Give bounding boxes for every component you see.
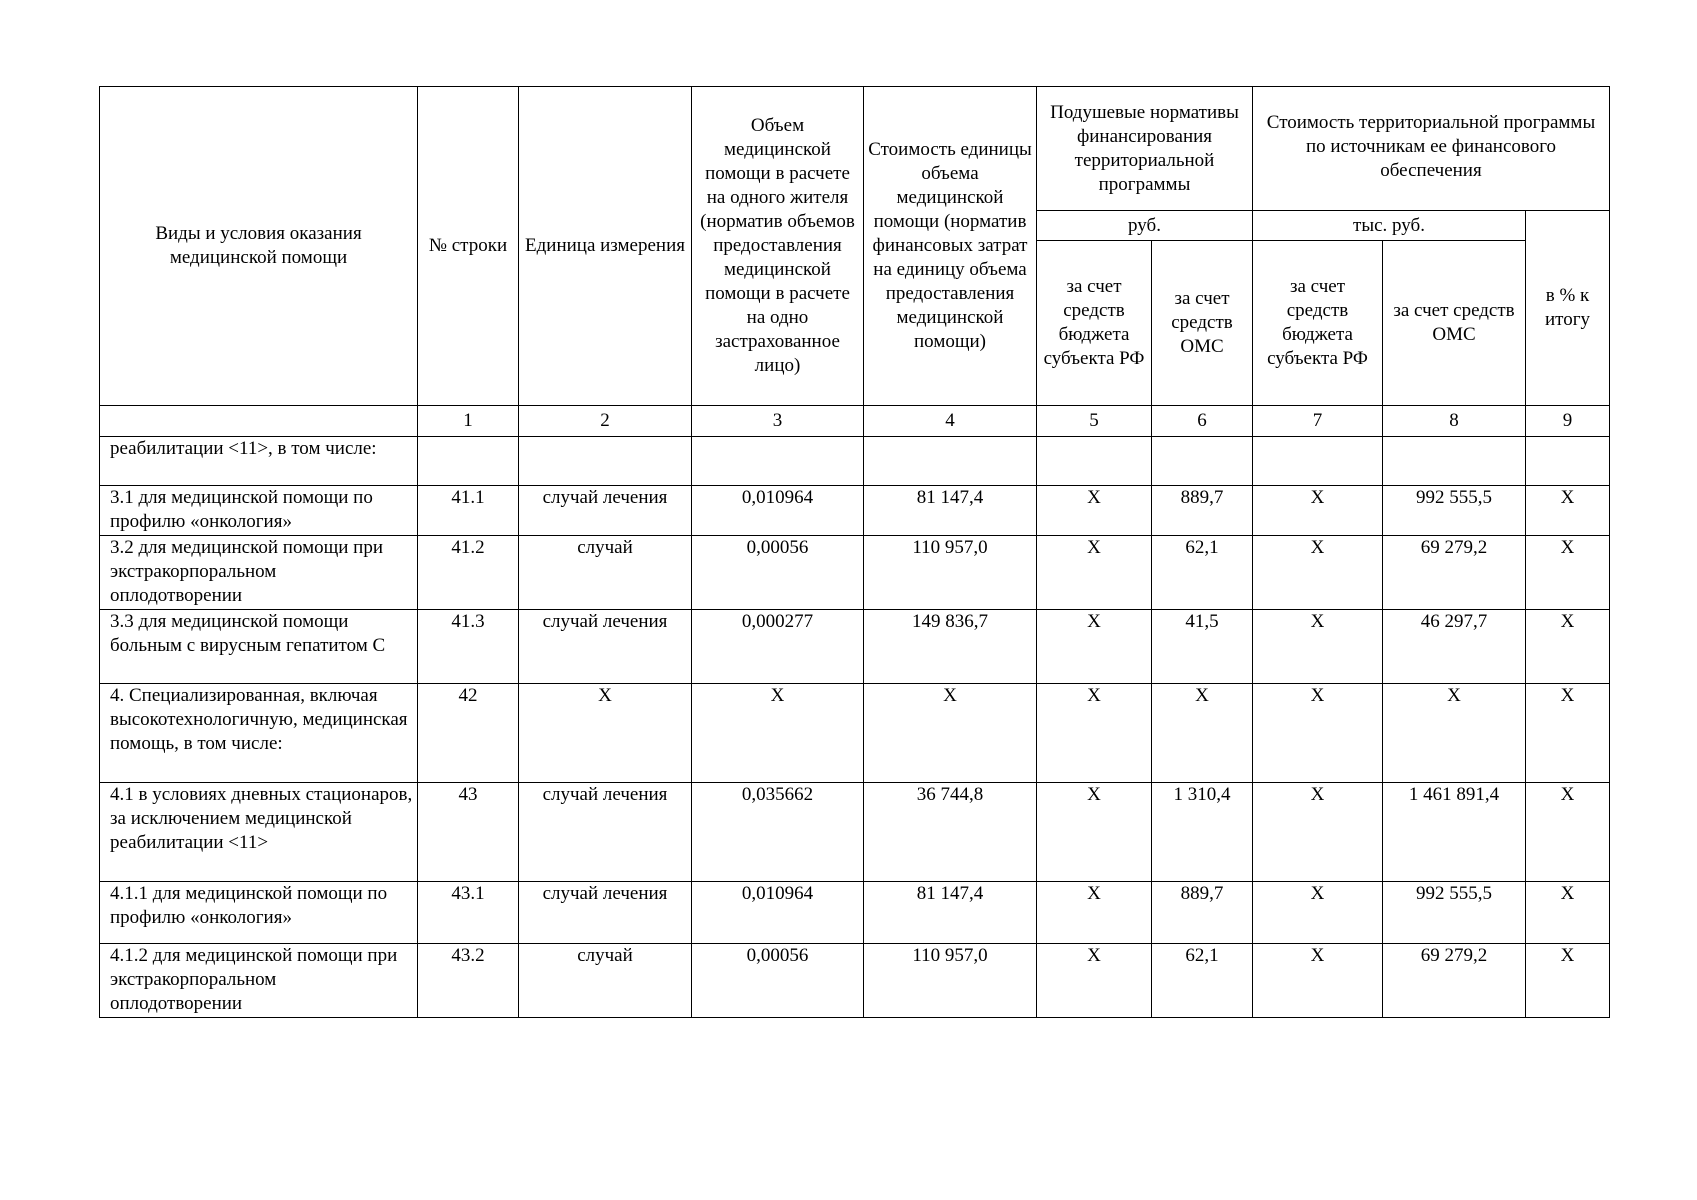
cell-percent: X	[1526, 944, 1610, 1018]
cell-kind: реабилитации <11>, в том числе:	[100, 437, 418, 486]
cell-unit-cost: 110 957,0	[864, 536, 1037, 610]
cell-kind: 3.1 для медицинской помощи по профилю «онкология»	[100, 486, 418, 536]
table-row	[100, 437, 1610, 486]
column-number: 9	[1526, 406, 1610, 437]
cell-volume: 0,00056	[692, 536, 864, 610]
header-thousand-rub: тыс. руб.	[1253, 211, 1526, 241]
cell-unit: X	[519, 684, 692, 783]
column-number-blank	[100, 406, 418, 437]
cell-oms-thousand: 1 461 891,4	[1383, 783, 1526, 882]
cell-oms-rub: 889,7	[1152, 486, 1253, 536]
cell-unit-cost: 36 744,8	[864, 783, 1037, 882]
cell-row-number: 43	[418, 783, 519, 882]
cell-oms-rub: 889,7	[1152, 882, 1253, 944]
cell-budget-thousand: X	[1253, 536, 1383, 610]
table-row	[100, 882, 1610, 944]
cell-budget-thousand: X	[1253, 610, 1383, 684]
column-number: 1	[418, 406, 519, 437]
table-row	[100, 536, 1610, 610]
column-number: 3	[692, 406, 864, 437]
cell-kind: 4.1 в условиях дневных стационаров, за исключением медицинской реабилитации <11>	[100, 783, 418, 882]
cell-volume: 0,00056	[692, 944, 864, 1018]
cell-oms-rub: 62,1	[1152, 944, 1253, 1018]
cell-unit: случай лечения	[519, 882, 692, 944]
column-number: 8	[1383, 406, 1526, 437]
cell-percent: X	[1526, 783, 1610, 882]
cell-volume: 0,035662	[692, 783, 864, 882]
cell-kind: 3.3 для медицинской помощи больным с вирусным гепатитом С	[100, 610, 418, 684]
cell-budget-rub	[1037, 437, 1152, 486]
header-unit: Единица измерения	[519, 87, 692, 406]
cell-percent: X	[1526, 486, 1610, 536]
cell-budget-thousand: X	[1253, 783, 1383, 882]
header-per-capita: Подушевые нормативы финансирования территориальной программы	[1037, 87, 1253, 211]
cell-oms-thousand	[1383, 437, 1526, 486]
cell-budget-rub: X	[1037, 610, 1152, 684]
cell-budget-rub: X	[1037, 536, 1152, 610]
header-volume: Объем медицинской помощи в расчете на одного жителя (норматив объемов предоставления медицинской помощи в расчете на одно застрахованное лицо)	[692, 87, 864, 406]
cell-percent: X	[1526, 536, 1610, 610]
cell-budget-rub: X	[1037, 486, 1152, 536]
cell-unit-cost: 81 147,4	[864, 486, 1037, 536]
table-row	[100, 944, 1610, 1018]
cell-percent: X	[1526, 882, 1610, 944]
cell-percent	[1526, 437, 1610, 486]
cell-unit-cost: 110 957,0	[864, 944, 1037, 1018]
cell-budget-thousand: X	[1253, 486, 1383, 536]
cell-budget-rub: X	[1037, 783, 1152, 882]
cell-budget-thousand: X	[1253, 684, 1383, 783]
cell-volume: 0,000277	[692, 610, 864, 684]
cell-unit: случай	[519, 536, 692, 610]
cell-oms-rub: 1 310,4	[1152, 783, 1253, 882]
header-budget-rub: за счет средств бюджета субъекта РФ	[1037, 241, 1152, 406]
cell-volume: X	[692, 684, 864, 783]
cell-oms-thousand: 992 555,5	[1383, 882, 1526, 944]
cell-oms-rub: 62,1	[1152, 536, 1253, 610]
header-program-cost: Стоимость территориальной программы по источникам ее финансового обеспечения	[1253, 87, 1610, 211]
cell-row-number: 43.2	[418, 944, 519, 1018]
cell-unit: случай лечения	[519, 610, 692, 684]
cell-budget-thousand: X	[1253, 944, 1383, 1018]
cell-unit	[519, 437, 692, 486]
cell-unit-cost: 81 147,4	[864, 882, 1037, 944]
header-oms-thousand: за счет средств ОМС	[1383, 241, 1526, 406]
cell-oms-thousand: 69 279,2	[1383, 944, 1526, 1018]
cell-unit: случай лечения	[519, 486, 692, 536]
cell-volume	[692, 437, 864, 486]
cell-volume: 0,010964	[692, 882, 864, 944]
table-body	[100, 437, 1610, 1018]
cell-kind: 4.1.2 для медицинской помощи при экстракорпоральном оплодотворении	[100, 944, 418, 1018]
header-rub: руб.	[1037, 211, 1253, 241]
cell-budget-rub: X	[1037, 882, 1152, 944]
cell-row-number	[418, 437, 519, 486]
cell-kind: 4. Специализированная, включая высокотехнологичную, медицинская помощь, в том числе:	[100, 684, 418, 783]
header-unit-cost: Стоимость единицы объема медицинской помощи (норматив финансовых затрат на единицу объема предоставления медицинской помощи)	[864, 87, 1037, 406]
cell-budget-thousand: X	[1253, 882, 1383, 944]
column-number: 2	[519, 406, 692, 437]
header-oms-rub: за счет средств ОМС	[1152, 241, 1253, 406]
header-row-number: № строки	[418, 87, 519, 406]
column-number: 5	[1037, 406, 1152, 437]
cell-row-number: 41.3	[418, 610, 519, 684]
cell-row-number: 42	[418, 684, 519, 783]
cell-oms-rub: 41,5	[1152, 610, 1253, 684]
cell-volume: 0,010964	[692, 486, 864, 536]
table-row	[100, 486, 1610, 536]
cell-budget-rub: X	[1037, 944, 1152, 1018]
cell-kind: 4.1.1 для медицинской помощи по профилю «онкология»	[100, 882, 418, 944]
cell-oms-thousand: 46 297,7	[1383, 610, 1526, 684]
cell-unit-cost	[864, 437, 1037, 486]
cell-unit: случай	[519, 944, 692, 1018]
cell-oms-thousand: 992 555,5	[1383, 486, 1526, 536]
column-number: 6	[1152, 406, 1253, 437]
cell-percent: X	[1526, 610, 1610, 684]
cell-percent: X	[1526, 684, 1610, 783]
cell-kind: 3.2 для медицинской помощи при экстракорпоральном оплодотворении	[100, 536, 418, 610]
cell-budget-thousand	[1253, 437, 1383, 486]
cell-unit-cost: 149 836,7	[864, 610, 1037, 684]
cell-unit-cost: X	[864, 684, 1037, 783]
column-number-row	[100, 406, 1610, 437]
cell-row-number: 43.1	[418, 882, 519, 944]
table-row	[100, 610, 1610, 684]
column-number: 7	[1253, 406, 1383, 437]
header-percent-total: в % к итогу	[1526, 211, 1610, 406]
cell-row-number: 41.2	[418, 536, 519, 610]
cell-unit: случай лечения	[519, 783, 692, 882]
cell-oms-rub	[1152, 437, 1253, 486]
header-kinds: Виды и условия оказания медицинской помощи	[100, 87, 418, 406]
financing-table	[99, 86, 1610, 1018]
table-row	[100, 783, 1610, 882]
cell-oms-rub: X	[1152, 684, 1253, 783]
header-budget-thousand: за счет средств бюджета субъекта РФ	[1253, 241, 1383, 406]
cell-budget-rub: X	[1037, 684, 1152, 783]
column-number: 4	[864, 406, 1037, 437]
cell-oms-thousand: 69 279,2	[1383, 536, 1526, 610]
cell-oms-thousand: X	[1383, 684, 1526, 783]
table-header	[100, 87, 1610, 437]
cell-row-number: 41.1	[418, 486, 519, 536]
table-row	[100, 684, 1610, 783]
